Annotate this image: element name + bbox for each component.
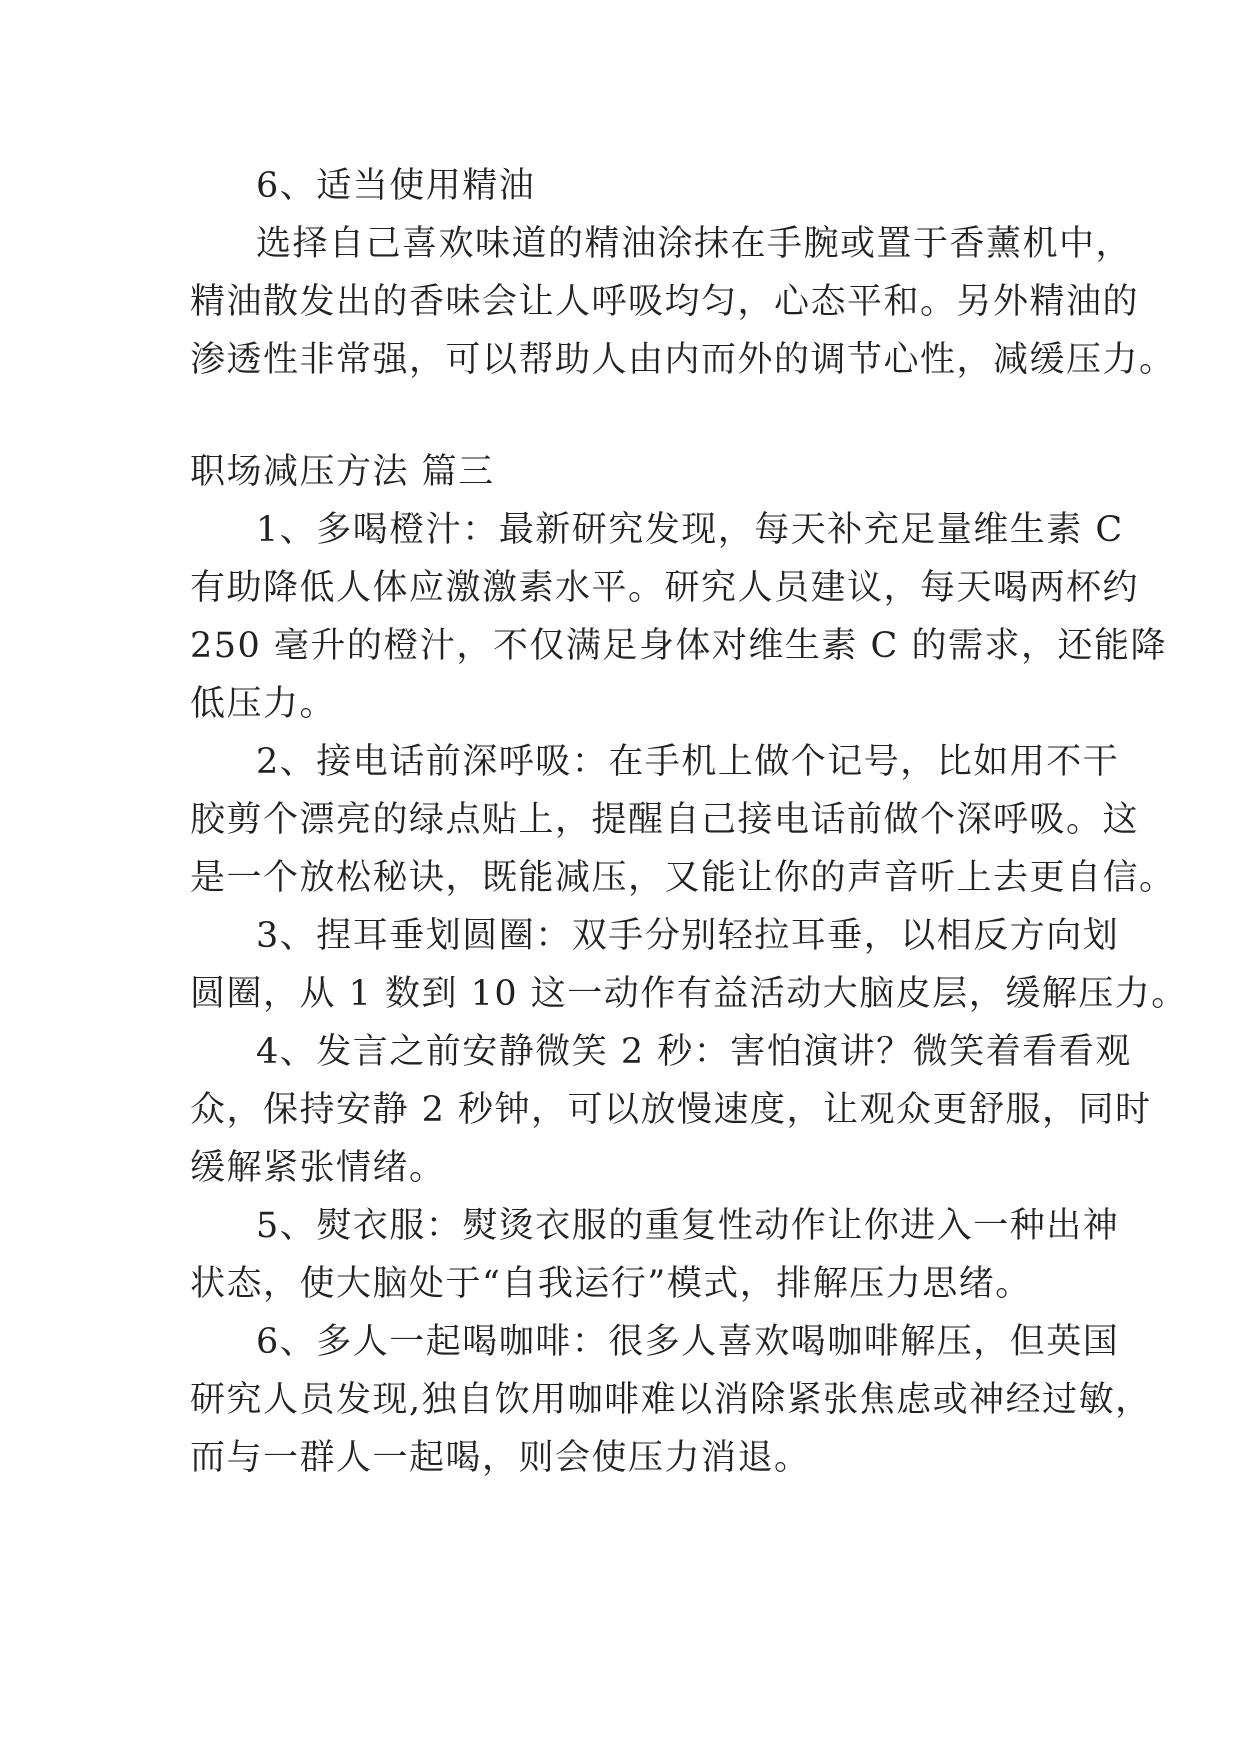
- list-item-line: 是一个放松秘诀，既能减压，又能让你的声音听上去更自信。: [190, 858, 1176, 898]
- paragraph-line: 精油散发出的香味会让人呼吸均匀，心态平和。另外精油的: [190, 282, 1140, 322]
- list-item-line: 6、多人一起喝咖啡：很多人喜欢喝咖啡解压，但英国: [256, 1322, 1120, 1362]
- list-item-line: 圆圈，从 1 数到 10 这一动作有益活动大脑皮层，缓解压力。: [190, 974, 1188, 1014]
- list-item-line: 状态，使大脑处于“自我运行”模式，排解压力思绪。: [190, 1264, 1032, 1304]
- list-item-line: 胶剪个漂亮的绿点贴上，提醒自己接电话前做个深呼吸。这: [190, 800, 1140, 840]
- paragraph-line: 选择自己喜欢味道的精油涂抹在手腕或置于香薰机中，: [256, 224, 1133, 264]
- list-item-line: 5、熨衣服：熨烫衣服的重复性动作让你进入一种出神: [256, 1206, 1120, 1246]
- list-item-line: 众，保持安静 2 秒钟，可以放慢速度，让观众更舒服，同时: [190, 1090, 1152, 1130]
- section-title: 职场减压方法 篇三: [190, 452, 495, 492]
- list-item-line: 1、多喝橙汁：最新研究发现，每天补充足量维生素 C: [256, 510, 1124, 550]
- list-item-line: 2、接电话前深呼吸：在手机上做个记号，比如用不干: [256, 742, 1120, 782]
- list-item-line: 4、发言之前安静微笑 2 秒：害怕演讲？微笑着看看观: [256, 1032, 1132, 1072]
- list-item-line: 250 毫升的橙汁，不仅满足身体对维生素 C 的需求，还能降: [190, 626, 1167, 666]
- list-item-line: 缓解紧张情绪。: [190, 1148, 446, 1188]
- list-item-line: 3、捏耳垂划圆圈：双手分别轻拉耳垂，以相反方向划: [256, 916, 1120, 956]
- list-item-line: 有助降低人体应激激素水平。研究人员建议，每天喝两杯约: [190, 568, 1140, 608]
- section-heading: 6、适当使用精油: [256, 166, 536, 206]
- list-item-line: 而与一群人一起喝，则会使压力消退。: [190, 1438, 811, 1478]
- paragraph-line: 渗透性非常强，可以帮助人由内而外的调节心性，减缓压力。: [190, 340, 1176, 380]
- list-item-line: 低压力。: [190, 684, 337, 724]
- list-item-line: 研究人员发现,独自饮用咖啡难以消除紧张焦虑或神经过敏，: [190, 1380, 1152, 1420]
